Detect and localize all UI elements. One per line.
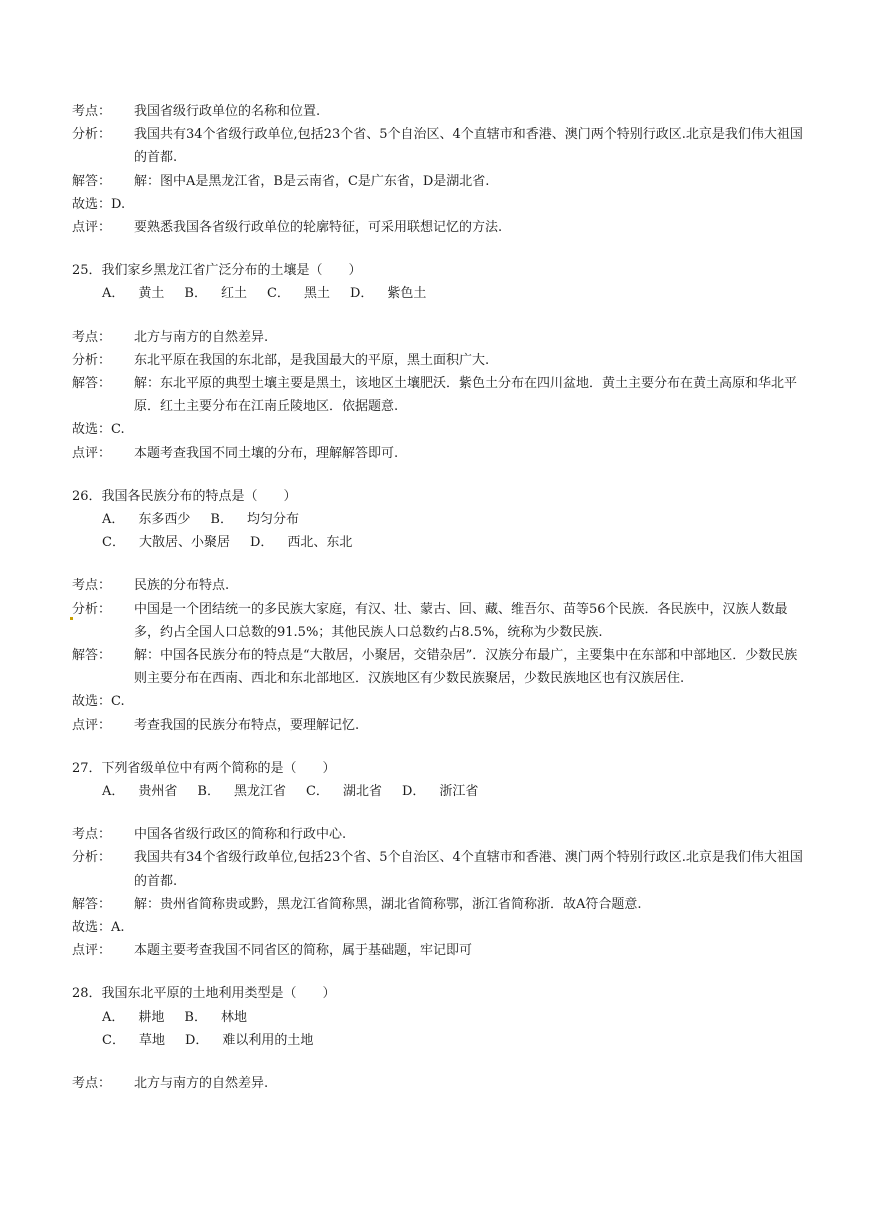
analysis-label: 分析： xyxy=(72,127,112,143)
analysis-text: 中国各省级行政区的简称和行政中心. xyxy=(134,827,347,843)
option-key: D． xyxy=(249,535,274,551)
analysis-text: 解：东北平原的典型土壤主要是黑土，该地区土壤肥沃．紫色土分布在四川盆地．黄土主要分布在黄土高原和华北平原．红土主要分布在江南丘陵地区．依据题意. xyxy=(134,376,798,415)
analysis-text: 解：中国各民族分布的特点是“大散居，小聚居，交错杂居”．汉族分布最广，主要集中在东部和中部地区．少数民族则主要分布在西南、西北和东北部地区．汉族地区有少数民族聚居，少数民族地区也有汉族居住. xyxy=(134,647,798,687)
analysis-label: 点评： xyxy=(72,717,112,733)
option-text: 东多西少 xyxy=(138,512,191,527)
analysis-block xyxy=(72,326,807,465)
option-key: A． xyxy=(102,286,125,302)
analysis-label: 考点： xyxy=(72,578,112,594)
option-text: 草地 xyxy=(138,1032,165,1048)
option-row xyxy=(72,508,807,531)
option-row xyxy=(72,282,807,305)
analysis-row xyxy=(72,193,807,216)
analysis-row xyxy=(72,349,807,372)
analysis-label: 点评： xyxy=(72,943,112,959)
analysis-label: 故选：D. xyxy=(72,196,126,212)
analysis-block xyxy=(72,100,807,239)
analysis-label: 故选：C. xyxy=(72,422,125,438)
analysis-row xyxy=(72,644,807,690)
option-key: C． xyxy=(102,1032,125,1048)
block-gap xyxy=(72,554,807,574)
option-key: D． xyxy=(401,783,426,799)
analysis-block xyxy=(72,823,807,962)
analysis-label: 点评： xyxy=(72,220,112,236)
analysis-row xyxy=(72,823,807,846)
option-text: 贵州省 xyxy=(138,783,178,799)
option-key: B． xyxy=(184,1009,207,1025)
block-gap xyxy=(72,239,807,259)
analysis-text: 民族的分布特点. xyxy=(134,578,230,594)
option-text: 难以利用的土地 xyxy=(222,1032,314,1048)
block-gap xyxy=(72,803,807,823)
analysis-label: 考点： xyxy=(72,104,112,119)
document-page xyxy=(72,100,807,1095)
analysis-row xyxy=(72,690,807,713)
question-stem: 28．我国东北平原的土地利用类型是（ ） xyxy=(72,986,336,1002)
analysis-label: 故选：C. xyxy=(72,694,125,710)
option-text: 大散居、小聚居 xyxy=(138,535,230,551)
analysis-text: 要熟悉我国各省级行政单位的轮廓特征，可采用联想记忆的方法. xyxy=(134,220,503,236)
analysis-block xyxy=(72,574,807,736)
option-text: 西北、东北 xyxy=(287,535,353,551)
option-key: B． xyxy=(184,286,207,302)
option-key: B． xyxy=(210,512,233,527)
analysis-text: 我国省级行政单位的名称和位置. xyxy=(134,104,321,119)
analysis-text: 本题主要考查我国不同省区的简称，属于基础题，牢记即可 xyxy=(134,943,473,959)
block-gap xyxy=(72,465,807,485)
analysis-row xyxy=(72,574,807,597)
option-text: 红土 xyxy=(220,286,247,302)
option-text: 均匀分布 xyxy=(246,512,299,527)
analysis-label: 考点： xyxy=(72,1075,112,1091)
option xyxy=(350,282,426,305)
option-row xyxy=(72,1029,807,1052)
option-row xyxy=(72,531,807,554)
analysis-text: 我国共有34个省级行政单位,包括23个省、5个自治区、4个直辖市和香港、澳门两个特别行政区.北京是我们伟大祖国的首都. xyxy=(134,850,803,889)
option xyxy=(184,282,247,305)
document-content xyxy=(72,100,807,1095)
option xyxy=(102,282,164,305)
analysis-row xyxy=(72,846,807,892)
stray-mark xyxy=(70,617,73,620)
analysis-text: 解：图中A是黑龙江省，B是云南省，C是广东省，D是湖北省. xyxy=(134,173,490,189)
option xyxy=(102,1006,164,1029)
option-text: 黑土 xyxy=(303,286,330,302)
option-key: C． xyxy=(305,783,329,799)
analysis-label: 考点： xyxy=(72,827,112,843)
option-key: C． xyxy=(266,286,290,302)
analysis-label: 故选：A. xyxy=(72,919,125,935)
option-row xyxy=(72,780,807,803)
analysis-row xyxy=(72,123,807,169)
option xyxy=(102,508,190,531)
option xyxy=(185,1029,313,1052)
analysis-row xyxy=(72,418,807,441)
option xyxy=(402,780,478,803)
option-text: 黄土 xyxy=(138,286,165,302)
analysis-row xyxy=(72,216,807,239)
analysis-row xyxy=(72,939,807,962)
analysis-label: 考点： xyxy=(72,329,112,345)
analysis-row xyxy=(72,442,807,465)
analysis-text: 东北平原在我国的东北部，是我国最大的平原，黑土面积广大. xyxy=(134,352,490,368)
analysis-row xyxy=(72,1072,807,1095)
option-text: 耕地 xyxy=(138,1009,165,1025)
question-stem: 25．我们家乡黑龙江省广泛分布的土壤是（ ） xyxy=(72,263,362,279)
option xyxy=(184,1006,247,1029)
question-stem: 26．我国各民族分布的特点是（ ） xyxy=(72,488,297,504)
block-gap xyxy=(72,962,807,982)
analysis-text: 本题考查我国不同土壤的分布，理解解答即可. xyxy=(134,445,399,461)
analysis-row xyxy=(72,372,807,418)
analysis-label: 解答： xyxy=(72,647,112,663)
question-stem: 27．下列省级单位中有两个简称的是（ ） xyxy=(72,760,336,776)
option-text: 湖北省 xyxy=(342,783,382,799)
analysis-text: 我国共有34个省级行政单位,包括23个省、5个自治区、4个直辖市和香港、澳门两个特别行政区.北京是我们伟大祖国的首都. xyxy=(134,127,803,166)
analysis-text: 北方与南方的自然差异. xyxy=(134,329,269,345)
question-block xyxy=(72,259,807,305)
option xyxy=(210,508,299,531)
option xyxy=(102,1029,165,1052)
option-text: 浙江省 xyxy=(439,783,479,799)
option-key: A． xyxy=(102,1009,125,1025)
analysis-label: 分析： xyxy=(72,601,112,617)
analysis-row xyxy=(72,714,807,737)
block-gap xyxy=(72,306,807,326)
option-text: 黑龙江省 xyxy=(233,783,286,799)
question-block xyxy=(72,982,807,1052)
analysis-label: 解答： xyxy=(72,896,112,912)
option-key: A． xyxy=(102,512,125,527)
option xyxy=(102,780,177,803)
option xyxy=(267,282,330,305)
analysis-label: 分析： xyxy=(72,850,112,866)
option xyxy=(102,531,230,554)
option xyxy=(197,780,286,803)
analysis-label: 解答： xyxy=(72,376,112,391)
analysis-text: 解：贵州省简称贵或黔，黑龙江省简称黑，湖北省简称鄂，浙江省简称浙．故A符合题意. xyxy=(134,896,642,912)
option-key: D． xyxy=(184,1032,209,1048)
option-key: D． xyxy=(349,286,374,302)
option xyxy=(250,531,352,554)
analysis-text: 北方与南方的自然差异. xyxy=(134,1075,269,1091)
analysis-row xyxy=(72,170,807,193)
analysis-label: 分析： xyxy=(72,352,112,368)
analysis-row xyxy=(72,916,807,939)
option-key: C． xyxy=(102,535,125,551)
option-key: B． xyxy=(197,783,220,799)
analysis-text: 中国是一个团结统一的多民族大家庭，有汉、壮、蒙古、回、藏、维吾尔、苗等56个民族．各民族中，汉族人数最多，约占全国人口总数的91.5%；其他民族人口总数约占8.5%，统称为少数民族. xyxy=(134,601,788,640)
option-text: 林地 xyxy=(220,1009,247,1025)
question-block xyxy=(72,485,807,555)
option-text: 紫色土 xyxy=(387,286,427,302)
analysis-text: 考查我国的民族分布特点，要理解记忆. xyxy=(134,717,360,733)
option-row xyxy=(72,1006,807,1029)
analysis-row xyxy=(72,598,807,644)
analysis-label: 解答： xyxy=(72,173,112,189)
analysis-row xyxy=(72,326,807,349)
analysis-label: 点评： xyxy=(72,445,112,461)
option-key: A． xyxy=(102,783,125,799)
block-gap xyxy=(72,1052,807,1072)
analysis-block xyxy=(72,1072,807,1095)
analysis-row xyxy=(72,100,807,123)
question-block xyxy=(72,757,807,803)
block-gap xyxy=(72,737,807,757)
option xyxy=(306,780,382,803)
analysis-row xyxy=(72,893,807,916)
